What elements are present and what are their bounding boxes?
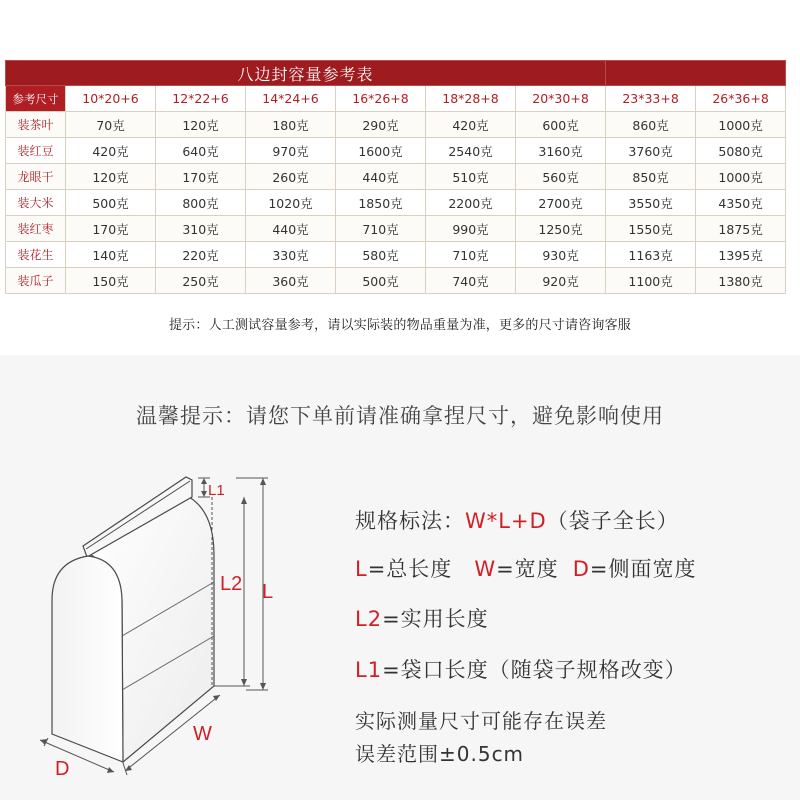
spec-L2-line bbox=[355, 603, 489, 633]
capacity-cell: 170克 bbox=[156, 164, 246, 190]
capacity-cell: 3550克 bbox=[606, 190, 696, 216]
capacity-cell: 600克 bbox=[516, 112, 606, 138]
capacity-cell: 220克 bbox=[156, 242, 246, 268]
spec-format-line bbox=[355, 505, 679, 535]
diagram-label-D: D bbox=[55, 758, 70, 780]
capacity-cell: 120克 bbox=[66, 164, 156, 190]
capacity-cell: 2700克 bbox=[516, 190, 606, 216]
capacity-tip: 提示：人工测试容量参考，请以实际装的物品重量为准，更多的尺寸请咨询客服 bbox=[168, 318, 631, 333]
spec-L2-key: L2 bbox=[355, 607, 383, 631]
capacity-cell: 970克 bbox=[246, 138, 336, 164]
table-title: 八边封容量参考表 bbox=[6, 61, 606, 86]
capacity-table bbox=[5, 60, 786, 294]
warm-tip: 温馨提示：请您下单前请准确拿捏尺寸，避免影响使用 bbox=[136, 404, 664, 428]
size-header: 26*36+8 bbox=[696, 86, 786, 112]
spec-L-desc: =总长度 bbox=[367, 557, 453, 581]
diagram-label-L: L bbox=[262, 581, 274, 603]
size-header: 10*20+6 bbox=[66, 86, 156, 112]
table-row bbox=[6, 190, 786, 216]
capacity-cell: 440克 bbox=[336, 164, 426, 190]
table-header-row bbox=[6, 86, 786, 112]
row-label: 装瓜子 bbox=[6, 268, 66, 294]
capacity-cell: 3760克 bbox=[606, 138, 696, 164]
size-header: 20*30+8 bbox=[516, 86, 606, 112]
size-header: 23*33+8 bbox=[606, 86, 696, 112]
row-label: 装大米 bbox=[6, 190, 66, 216]
capacity-cell: 850克 bbox=[606, 164, 696, 190]
capacity-cell: 180克 bbox=[246, 112, 336, 138]
table-corner-label: 参考尺寸 bbox=[6, 86, 66, 112]
spec-W-key: W bbox=[474, 557, 497, 581]
row-label: 装红豆 bbox=[6, 138, 66, 164]
table-title-spare-cell bbox=[606, 61, 786, 86]
capacity-cell: 120克 bbox=[156, 112, 246, 138]
capacity-cell: 440克 bbox=[246, 216, 336, 242]
capacity-cell: 260克 bbox=[246, 164, 336, 190]
capacity-cell: 5080克 bbox=[696, 138, 786, 164]
spec-L-key: L bbox=[355, 557, 368, 581]
size-header: 12*22+6 bbox=[156, 86, 246, 112]
size-header: 16*26+8 bbox=[336, 86, 426, 112]
capacity-cell: 740克 bbox=[426, 268, 516, 294]
capacity-cell: 510克 bbox=[426, 164, 516, 190]
capacity-cell: 250克 bbox=[156, 268, 246, 294]
capacity-cell: 990克 bbox=[426, 216, 516, 242]
spec-format-prefix: 规格标法： bbox=[355, 509, 465, 533]
spec-W-desc: =宽度 bbox=[496, 557, 559, 581]
capacity-cell: 1550克 bbox=[606, 216, 696, 242]
capacity-cell: 640克 bbox=[156, 138, 246, 164]
capacity-cell: 930克 bbox=[516, 242, 606, 268]
diagram-label-L1: L1 bbox=[208, 482, 225, 499]
capacity-cell: 920克 bbox=[516, 268, 606, 294]
capacity-cell: 500克 bbox=[66, 190, 156, 216]
spec-L1-line bbox=[355, 654, 687, 684]
capacity-cell: 500克 bbox=[336, 268, 426, 294]
capacity-cell: 710克 bbox=[336, 216, 426, 242]
capacity-cell: 1875克 bbox=[696, 216, 786, 242]
diagram-label-L2: L2 bbox=[220, 573, 243, 595]
capacity-cell: 170克 bbox=[66, 216, 156, 242]
capacity-cell: 420克 bbox=[66, 138, 156, 164]
row-label: 装茶叶 bbox=[6, 112, 66, 138]
table-row bbox=[6, 164, 786, 190]
spec-error-note: 实际测量尺寸可能存在误差 bbox=[355, 709, 607, 733]
capacity-cell: 560克 bbox=[516, 164, 606, 190]
table-row bbox=[6, 242, 786, 268]
capacity-cell: 360克 bbox=[246, 268, 336, 294]
diagram-label-W: W bbox=[193, 723, 212, 745]
spec-L1-key: L1 bbox=[355, 658, 383, 682]
spec-D-key: D bbox=[572, 557, 590, 581]
capacity-cell: 710克 bbox=[426, 242, 516, 268]
capacity-cell: 1000克 bbox=[696, 112, 786, 138]
spec-L1-desc: =袋口长度（随袋子规格改变） bbox=[382, 658, 687, 682]
spec-D-desc: =侧面宽度 bbox=[589, 557, 697, 581]
capacity-cell: 2200克 bbox=[426, 190, 516, 216]
capacity-cell: 1380克 bbox=[696, 268, 786, 294]
row-label: 装花生 bbox=[6, 242, 66, 268]
table-row bbox=[6, 112, 786, 138]
capacity-cell: 800克 bbox=[156, 190, 246, 216]
spec-error-range: 误差范围±0.5cm bbox=[355, 742, 525, 766]
table-title-row bbox=[6, 61, 786, 86]
spec-L2-desc: =实用长度 bbox=[382, 607, 489, 631]
bag-front-face bbox=[52, 556, 123, 762]
capacity-cell: 290克 bbox=[336, 112, 426, 138]
capacity-cell: 1100克 bbox=[606, 268, 696, 294]
row-label: 装红枣 bbox=[6, 216, 66, 242]
capacity-cell: 420克 bbox=[426, 112, 516, 138]
spec-definitions-line bbox=[355, 553, 696, 583]
table-row bbox=[6, 138, 786, 164]
capacity-cell: 330克 bbox=[246, 242, 336, 268]
capacity-cell: 1600克 bbox=[336, 138, 426, 164]
capacity-cell: 140克 bbox=[66, 242, 156, 268]
capacity-cell: 1250克 bbox=[516, 216, 606, 242]
capacity-cell: 3160克 bbox=[516, 138, 606, 164]
spec-format-formula: W*L+D bbox=[465, 509, 547, 533]
table-row bbox=[6, 216, 786, 242]
size-header: 14*24+6 bbox=[246, 86, 336, 112]
size-header: 18*28+8 bbox=[426, 86, 516, 112]
capacity-cell: 310克 bbox=[156, 216, 246, 242]
capacity-cell: 70克 bbox=[66, 112, 156, 138]
capacity-cell: 1850克 bbox=[336, 190, 426, 216]
capacity-cell: 1163克 bbox=[606, 242, 696, 268]
capacity-cell: 2540克 bbox=[426, 138, 516, 164]
capacity-cell: 150克 bbox=[66, 268, 156, 294]
capacity-table-body bbox=[6, 61, 786, 294]
capacity-cell: 1000克 bbox=[696, 164, 786, 190]
row-label: 龙眼干 bbox=[6, 164, 66, 190]
capacity-cell: 1395克 bbox=[696, 242, 786, 268]
capacity-cell: 4350克 bbox=[696, 190, 786, 216]
table-row bbox=[6, 268, 786, 294]
spec-format-suffix: （袋子全长） bbox=[546, 509, 679, 533]
bag-diagram bbox=[0, 465, 330, 795]
capacity-cell: 1020克 bbox=[246, 190, 336, 216]
capacity-cell: 580克 bbox=[336, 242, 426, 268]
capacity-cell: 860克 bbox=[606, 112, 696, 138]
